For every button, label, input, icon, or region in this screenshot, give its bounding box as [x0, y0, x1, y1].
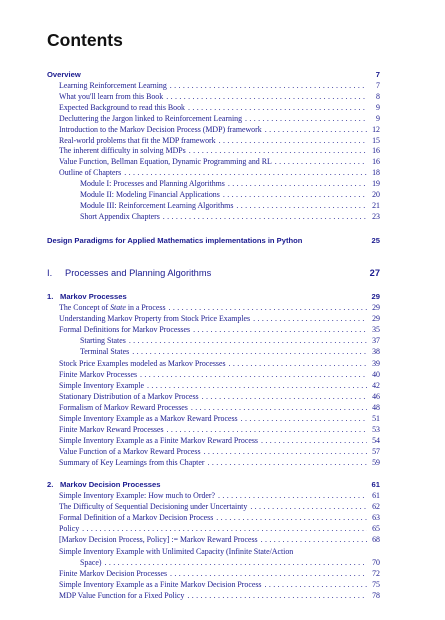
entry-title: Finite Markov Decision Processes — [59, 568, 168, 578]
dot-leader — [166, 92, 367, 102]
page-number: 57 — [372, 447, 380, 457]
toc-entry[interactable] — [59, 547, 380, 557]
toc-entry[interactable] — [59, 103, 380, 113]
page-number: 59 — [372, 458, 380, 468]
page-number: 18 — [372, 168, 380, 178]
entry-title-emphasis: State — [110, 303, 126, 312]
toc-entry[interactable] — [59, 168, 380, 178]
toc-entry[interactable] — [59, 414, 380, 424]
toc-entry[interactable] — [80, 190, 380, 200]
dot-leader — [265, 580, 368, 590]
entry-title: Formal Definitions for Markov Processes — [59, 325, 191, 335]
page-number: 62 — [372, 502, 380, 512]
toc-entry[interactable] — [80, 212, 380, 222]
dot-leader — [140, 370, 367, 380]
entry-title: Simple Inventory Example as a Markov Reward Process — [59, 414, 238, 423]
toc-entry[interactable] — [59, 535, 380, 545]
dot-leader — [163, 212, 367, 222]
entry-title: The Difficulty of Sequential Decisioning under Uncertainty — [59, 502, 248, 512]
toc-entry[interactable] — [80, 558, 380, 568]
page-number: 48 — [372, 402, 380, 412]
entry-title-part: The Concept of — [59, 303, 111, 312]
toc-entry[interactable] — [59, 114, 380, 124]
toc-entry[interactable] — [59, 392, 380, 402]
dot-leader — [223, 190, 367, 200]
dot-leader — [170, 569, 367, 579]
toc-entry[interactable] — [59, 381, 380, 391]
dot-leader — [104, 558, 367, 568]
toc-entry[interactable] — [59, 580, 380, 590]
chapter-number: 1. — [47, 292, 54, 301]
entry-title: Formalism of Markov Reward Processes — [59, 402, 188, 412]
page-number: 70 — [372, 557, 380, 567]
dot-leader — [245, 114, 367, 124]
dot-leader — [124, 168, 367, 178]
entry-title: Understanding Markov Property from Stock Price Examples — [59, 314, 251, 324]
toc-entry[interactable] — [80, 201, 380, 211]
entry-title: Value Function of a Markov Reward Process — [59, 447, 201, 457]
page-number: 21 — [372, 200, 380, 210]
page-number: 23 — [372, 211, 380, 221]
page-number: 12 — [372, 124, 380, 134]
page-number: 53 — [372, 425, 380, 435]
toc-entry[interactable] — [59, 436, 380, 446]
entry-title: Terminal States — [80, 347, 130, 357]
dot-leader — [147, 381, 367, 391]
page-number: 51 — [372, 414, 380, 423]
toc-entry[interactable] — [80, 336, 380, 346]
dot-leader — [169, 303, 367, 313]
dot-leader — [275, 157, 367, 167]
entry-title: Finite Markov Reward Processes — [59, 425, 164, 435]
toc-entry[interactable] — [59, 591, 380, 601]
dot-leader — [265, 125, 367, 135]
dot-leader — [202, 392, 367, 402]
entry-title: [Markov Decision Process, Policy] := Markov Reward Process — [59, 535, 258, 545]
toc-entry[interactable] — [59, 491, 380, 501]
dot-leader — [193, 325, 367, 335]
toc-entry[interactable] — [59, 125, 380, 135]
page-number: 54 — [372, 436, 380, 446]
page-number: 65 — [372, 524, 380, 534]
entry-title: Formal Definition of a Markov Decision Process — [59, 513, 214, 523]
dot-leader — [189, 146, 367, 156]
page-number: 15 — [372, 135, 380, 145]
page-number: 75 — [372, 579, 380, 589]
page-number: 37 — [372, 336, 380, 346]
toc-entry[interactable] — [59, 447, 380, 457]
entry-title: Summary of Key Learnings from this Chapter — [59, 458, 205, 468]
page-number: 63 — [372, 513, 380, 523]
dot-leader — [167, 425, 367, 435]
page-number: 46 — [372, 391, 380, 401]
dot-leader — [219, 136, 367, 146]
toc-entry[interactable] — [59, 136, 380, 146]
page-number: 9 — [376, 102, 380, 112]
dot-leader — [253, 314, 367, 324]
entry-title: Expected Background to read this Book — [59, 102, 185, 112]
dot-leader — [216, 513, 367, 523]
toc-entry[interactable] — [59, 458, 380, 468]
part-number: I. — [47, 268, 53, 278]
dot-leader — [236, 201, 367, 211]
toc-heading-design-paradigms[interactable] — [47, 236, 380, 246]
dot-leader — [191, 403, 367, 413]
page-number: 78 — [372, 590, 380, 600]
dot-leader — [250, 502, 367, 512]
dot-leader — [170, 81, 367, 91]
dot-leader — [228, 179, 367, 189]
page-number: 19 — [372, 179, 380, 189]
chapter-label: Markov Processes — [60, 292, 127, 301]
entry-title: Module II: Modeling Financial Applications — [80, 190, 220, 199]
toc-entry[interactable] — [59, 303, 380, 313]
page-number: 39 — [372, 358, 380, 368]
page-number: 72 — [372, 568, 380, 578]
page-number: 35 — [372, 325, 380, 335]
page-number: 7 — [375, 70, 380, 79]
page-title: Contents — [47, 30, 123, 50]
toc-entry[interactable] — [59, 513, 380, 523]
part-label: Processes and Planning Algorithms — [65, 268, 212, 278]
page-number: 38 — [372, 347, 380, 357]
entry-title: Simple Inventory Example as a Finite Markov Reward Process — [59, 436, 258, 446]
entry-title: Space) — [80, 557, 102, 567]
entry-title: The inherent difficulty in solving MDPs — [59, 146, 186, 156]
page-number: 29 — [372, 314, 380, 324]
dot-leader — [261, 436, 367, 446]
toc-entry[interactable] — [59, 359, 380, 369]
dot-leader — [187, 591, 367, 601]
page-number: 9 — [376, 113, 380, 123]
toc-part-1[interactable] — [47, 267, 380, 279]
toc-entry[interactable] — [59, 146, 380, 156]
toc-entry[interactable] — [59, 502, 380, 512]
page-number: 7 — [376, 81, 380, 90]
chapter-number: 2. — [47, 480, 54, 489]
toc-chapter-1[interactable] — [47, 292, 380, 302]
dot-leader — [188, 103, 367, 113]
toc-entry[interactable] — [59, 524, 380, 534]
entry-title: Stationary Distribution of a Markov Process — [59, 391, 199, 401]
dot-leader — [208, 458, 367, 468]
entry-title: Simple Inventory Example as a Finite Markov Decision Process — [59, 579, 262, 589]
page-number: 68 — [372, 535, 380, 545]
dot-leader — [204, 447, 367, 457]
page-number: 61 — [371, 480, 380, 489]
toc-entry[interactable] — [59, 92, 380, 102]
entry-title: Stock Price Examples modeled as Markov Processes — [59, 358, 226, 368]
page-number: 27 — [369, 268, 380, 278]
toc-chapter-2[interactable] — [47, 480, 380, 490]
entry-title-part: in a Process — [125, 303, 166, 312]
dot-leader — [82, 524, 367, 534]
toc-entry[interactable] — [59, 81, 380, 91]
entry-title: MDP Value Function for a Fixed Policy — [59, 590, 185, 600]
dot-leader — [218, 491, 367, 501]
toc-entry[interactable] — [59, 325, 380, 335]
page-number: 25 — [371, 236, 380, 245]
chapter-label: Markov Decision Processes — [60, 480, 161, 489]
entry-title: Simple Inventory Example: How much to Order? — [59, 491, 216, 500]
entry-title: Introduction to the Markov Decision Process (MDP) framework — [59, 124, 262, 134]
toc-entry[interactable] — [59, 314, 380, 324]
toc-heading-overview[interactable] — [47, 70, 380, 80]
page-number: 29 — [372, 303, 380, 312]
entry-title: Simple Inventory Example with Unlimited Capacity (Infinite State/Action — [59, 546, 294, 556]
page-number: 16 — [372, 146, 380, 156]
entry-title — [59, 303, 166, 313]
page-number: 8 — [376, 91, 380, 101]
entry-title: Real-world problems that fit the MDP framework — [59, 135, 216, 145]
dot-leader — [229, 359, 367, 369]
toc-entry[interactable] — [59, 370, 380, 380]
page-number: 61 — [372, 491, 380, 500]
entry-title: What you'll learn from this Book — [59, 91, 164, 101]
toc-entry[interactable] — [80, 179, 380, 189]
entry-title: Learning Reinforcement Learning — [59, 81, 167, 90]
heading-label: Design Paradigms for Applied Mathematics implementations in Python — [47, 236, 303, 245]
page-number: 42 — [372, 380, 380, 390]
entry-title: Policy — [59, 524, 80, 534]
entry-title: Starting States — [80, 336, 126, 346]
toc-entry[interactable] — [59, 403, 380, 413]
toc-entry[interactable] — [59, 157, 380, 167]
entry-title: Module III: Reinforcement Learning Algorithms — [80, 200, 234, 210]
page-number: 40 — [372, 369, 380, 379]
page-number: 20 — [372, 190, 380, 199]
entry-title: Simple Inventory Example — [59, 380, 145, 390]
dot-leader — [132, 347, 367, 357]
toc-entry[interactable] — [59, 425, 380, 435]
page-number: 16 — [372, 157, 380, 167]
heading-label: Overview — [47, 70, 81, 79]
entry-title: Finite Markov Processes — [59, 369, 138, 379]
toc-entry[interactable] — [80, 347, 380, 357]
entry-title: Module I: Processes and Planning Algorithms — [80, 179, 225, 189]
entry-title: Value Function, Bellman Equation, Dynamic Programming and RL — [59, 157, 272, 167]
dot-leader — [261, 535, 367, 545]
entry-title: Outline of Chapters — [59, 168, 122, 178]
entry-title: Decluttering the Jargon linked to Reinforcement Learning — [59, 113, 243, 123]
toc-entry[interactable] — [59, 569, 380, 579]
dot-leader — [241, 414, 367, 424]
dot-leader — [129, 336, 367, 346]
page-number: 29 — [371, 292, 380, 301]
entry-title: Short Appendix Chapters — [80, 211, 160, 221]
